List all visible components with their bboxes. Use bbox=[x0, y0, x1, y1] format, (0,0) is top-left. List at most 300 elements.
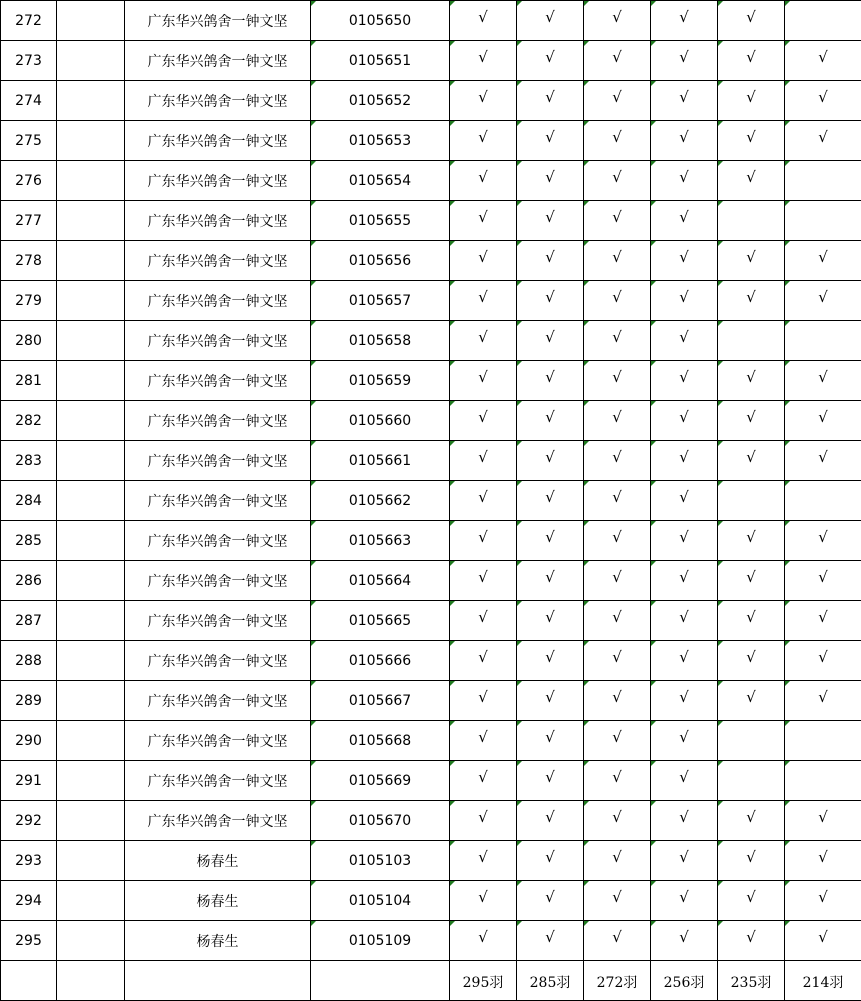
table-row bbox=[1, 601, 861, 641]
blank-cell bbox=[57, 241, 125, 281]
check-mark: √ bbox=[545, 207, 555, 226]
check-cell bbox=[450, 81, 517, 121]
table-row bbox=[1, 121, 861, 161]
check-mark: √ bbox=[612, 927, 622, 946]
check-cell bbox=[517, 161, 584, 201]
blank-cell bbox=[57, 881, 125, 921]
check-mark: √ bbox=[746, 887, 756, 906]
check-mark: √ bbox=[746, 127, 756, 146]
check-cell bbox=[517, 321, 584, 361]
check-mark: √ bbox=[478, 447, 488, 466]
table-row bbox=[1, 881, 861, 921]
owner-cell: 广东华兴鸽舍一钟文坚 bbox=[125, 521, 311, 561]
check-cell bbox=[785, 401, 861, 441]
check-mark: √ bbox=[746, 367, 756, 386]
check-mark: √ bbox=[746, 687, 756, 706]
check-cell bbox=[517, 241, 584, 281]
blank-cell bbox=[57, 121, 125, 161]
check-cell bbox=[785, 361, 861, 401]
check-cell bbox=[785, 921, 861, 961]
check-mark: √ bbox=[679, 407, 689, 426]
blank-cell bbox=[57, 601, 125, 641]
owner-cell: 广东华兴鸽舍一钟文坚 bbox=[125, 481, 311, 521]
check-cell bbox=[785, 121, 861, 161]
check-cell bbox=[517, 361, 584, 401]
check-cell bbox=[785, 281, 861, 321]
check-cell bbox=[718, 641, 785, 681]
row-number-cell: 290 bbox=[1, 721, 57, 761]
check-cell bbox=[584, 161, 651, 201]
check-cell bbox=[718, 881, 785, 921]
check-mark: √ bbox=[478, 927, 488, 946]
blank-cell bbox=[57, 521, 125, 561]
check-mark: √ bbox=[612, 767, 622, 786]
owner-cell: 广东华兴鸽舍一钟文坚 bbox=[125, 121, 311, 161]
check-mark: √ bbox=[612, 487, 622, 506]
blank-cell bbox=[57, 1, 125, 41]
check-cell bbox=[651, 241, 718, 281]
check-mark: √ bbox=[478, 767, 488, 786]
check-cell bbox=[584, 561, 651, 601]
owner-cell: 广东华兴鸽舍一钟文坚 bbox=[125, 201, 311, 241]
check-mark: √ bbox=[545, 887, 555, 906]
check-mark: √ bbox=[679, 567, 689, 586]
blank-cell bbox=[57, 201, 125, 241]
check-cell bbox=[450, 241, 517, 281]
check-mark: √ bbox=[612, 447, 622, 466]
check-cell bbox=[584, 801, 651, 841]
check-cell bbox=[785, 721, 861, 761]
check-cell bbox=[584, 521, 651, 561]
check-cell bbox=[651, 401, 718, 441]
blank-cell bbox=[57, 41, 125, 81]
check-mark: √ bbox=[545, 767, 555, 786]
check-cell bbox=[785, 1, 861, 41]
check-mark: √ bbox=[818, 927, 828, 946]
check-cell bbox=[785, 641, 861, 681]
check-cell bbox=[584, 1, 651, 41]
check-mark: √ bbox=[478, 527, 488, 546]
blank-cell bbox=[57, 841, 125, 881]
check-cell bbox=[785, 561, 861, 601]
check-mark: √ bbox=[679, 207, 689, 226]
check-cell bbox=[584, 121, 651, 161]
blank-cell bbox=[57, 401, 125, 441]
owner-cell: 广东华兴鸽舍一钟文坚 bbox=[125, 161, 311, 201]
check-cell bbox=[785, 521, 861, 561]
check-mark: √ bbox=[746, 87, 756, 106]
check-cell bbox=[517, 561, 584, 601]
check-cell bbox=[718, 1, 785, 41]
check-cell bbox=[584, 281, 651, 321]
check-mark: √ bbox=[679, 647, 689, 666]
check-cell bbox=[450, 1, 517, 41]
row-number-cell: 295 bbox=[1, 921, 57, 961]
check-cell bbox=[450, 121, 517, 161]
check-cell bbox=[517, 441, 584, 481]
check-cell bbox=[584, 361, 651, 401]
check-mark: √ bbox=[612, 87, 622, 106]
owner-cell: 广东华兴鸽舍一钟文坚 bbox=[125, 81, 311, 121]
row-number-cell: 292 bbox=[1, 801, 57, 841]
table-row bbox=[1, 281, 861, 321]
check-mark: √ bbox=[679, 7, 689, 26]
total-value: 256羽 bbox=[663, 974, 705, 991]
check-mark: √ bbox=[679, 527, 689, 546]
check-cell bbox=[718, 721, 785, 761]
check-cell bbox=[651, 41, 718, 81]
owner-cell: 广东华兴鸽舍一钟文坚 bbox=[125, 801, 311, 841]
check-cell bbox=[785, 761, 861, 801]
check-cell bbox=[718, 841, 785, 881]
check-cell bbox=[517, 41, 584, 81]
ring-number-cell: 0105667 bbox=[311, 681, 450, 721]
check-mark: √ bbox=[545, 847, 555, 866]
table-row bbox=[1, 481, 861, 521]
owner-cell: 广东华兴鸽舍一钟文坚 bbox=[125, 321, 311, 361]
check-cell bbox=[450, 201, 517, 241]
ring-number-cell: 0105662 bbox=[311, 481, 450, 521]
check-cell bbox=[517, 721, 584, 761]
totals-blank-cell bbox=[125, 961, 311, 1001]
total-value: 295羽 bbox=[462, 974, 504, 991]
check-cell bbox=[584, 641, 651, 681]
check-mark: √ bbox=[545, 527, 555, 546]
blank-cell bbox=[57, 721, 125, 761]
check-cell bbox=[651, 1, 718, 41]
check-mark: √ bbox=[746, 7, 756, 26]
check-cell bbox=[517, 481, 584, 521]
table-row bbox=[1, 521, 861, 561]
table-row bbox=[1, 161, 861, 201]
check-cell bbox=[584, 81, 651, 121]
check-mark: √ bbox=[545, 807, 555, 826]
table-row bbox=[1, 561, 861, 601]
table-row bbox=[1, 801, 861, 841]
check-cell bbox=[651, 441, 718, 481]
total-cell bbox=[584, 961, 651, 1001]
table-row bbox=[1, 241, 861, 281]
check-cell bbox=[584, 441, 651, 481]
table-row bbox=[1, 721, 861, 761]
check-mark: √ bbox=[545, 607, 555, 626]
check-mark: √ bbox=[818, 887, 828, 906]
check-mark: √ bbox=[679, 487, 689, 506]
check-cell bbox=[450, 801, 517, 841]
check-cell bbox=[651, 681, 718, 721]
check-mark: √ bbox=[612, 527, 622, 546]
check-mark: √ bbox=[679, 247, 689, 266]
check-mark: √ bbox=[612, 287, 622, 306]
check-cell bbox=[450, 601, 517, 641]
check-cell bbox=[785, 41, 861, 81]
check-mark: √ bbox=[746, 607, 756, 626]
ring-number-cell: 0105103 bbox=[311, 841, 450, 881]
check-cell bbox=[651, 921, 718, 961]
check-cell bbox=[718, 401, 785, 441]
owner-cell: 广东华兴鸽舍一钟文坚 bbox=[125, 641, 311, 681]
owner-cell: 广东华兴鸽舍一钟文坚 bbox=[125, 1, 311, 41]
check-cell bbox=[718, 121, 785, 161]
row-number-cell: 275 bbox=[1, 121, 57, 161]
owner-cell: 广东华兴鸽舍一钟文坚 bbox=[125, 721, 311, 761]
blank-cell bbox=[57, 561, 125, 601]
check-cell bbox=[718, 681, 785, 721]
check-cell bbox=[651, 641, 718, 681]
check-mark: √ bbox=[818, 647, 828, 666]
total-cell bbox=[785, 961, 861, 1001]
row-number-cell: 286 bbox=[1, 561, 57, 601]
check-cell bbox=[450, 361, 517, 401]
check-mark: √ bbox=[612, 167, 622, 186]
blank-cell bbox=[57, 321, 125, 361]
check-cell bbox=[718, 481, 785, 521]
check-cell bbox=[517, 201, 584, 241]
check-cell bbox=[584, 921, 651, 961]
ring-number-cell: 0105658 bbox=[311, 321, 450, 361]
blank-cell bbox=[57, 441, 125, 481]
check-mark: √ bbox=[545, 567, 555, 586]
check-mark: √ bbox=[478, 127, 488, 146]
check-mark: √ bbox=[478, 407, 488, 426]
check-mark: √ bbox=[612, 207, 622, 226]
check-mark: √ bbox=[746, 447, 756, 466]
check-cell bbox=[584, 721, 651, 761]
check-mark: √ bbox=[679, 87, 689, 106]
check-mark: √ bbox=[679, 167, 689, 186]
check-mark: √ bbox=[478, 567, 488, 586]
check-cell bbox=[517, 521, 584, 561]
check-mark: √ bbox=[818, 367, 828, 386]
row-number-cell: 294 bbox=[1, 881, 57, 921]
check-cell bbox=[450, 721, 517, 761]
check-mark: √ bbox=[478, 847, 488, 866]
check-cell bbox=[718, 561, 785, 601]
check-cell bbox=[517, 761, 584, 801]
check-cell bbox=[651, 841, 718, 881]
check-mark: √ bbox=[478, 7, 488, 26]
check-mark: √ bbox=[818, 447, 828, 466]
check-mark: √ bbox=[478, 727, 488, 746]
check-cell bbox=[517, 801, 584, 841]
check-mark: √ bbox=[478, 807, 488, 826]
check-mark: √ bbox=[478, 607, 488, 626]
ring-number-cell: 0105651 bbox=[311, 41, 450, 81]
check-cell bbox=[651, 121, 718, 161]
table-body bbox=[1, 1, 861, 961]
total-value: 235羽 bbox=[730, 974, 772, 991]
check-cell bbox=[584, 481, 651, 521]
ring-number-cell: 0105650 bbox=[311, 1, 450, 41]
check-mark: √ bbox=[612, 567, 622, 586]
row-number-cell: 293 bbox=[1, 841, 57, 881]
check-mark: √ bbox=[545, 687, 555, 706]
ring-number-cell: 0105669 bbox=[311, 761, 450, 801]
check-mark: √ bbox=[612, 887, 622, 906]
blank-cell bbox=[57, 361, 125, 401]
check-mark: √ bbox=[478, 287, 488, 306]
check-mark: √ bbox=[612, 407, 622, 426]
check-cell bbox=[584, 41, 651, 81]
total-cell bbox=[651, 961, 718, 1001]
check-mark: √ bbox=[679, 847, 689, 866]
check-mark: √ bbox=[545, 287, 555, 306]
check-cell bbox=[651, 201, 718, 241]
table-row bbox=[1, 841, 861, 881]
check-mark: √ bbox=[612, 687, 622, 706]
check-mark: √ bbox=[545, 487, 555, 506]
ring-number-cell: 0105104 bbox=[311, 881, 450, 921]
blank-cell bbox=[57, 681, 125, 721]
check-mark: √ bbox=[478, 87, 488, 106]
check-mark: √ bbox=[746, 527, 756, 546]
blank-cell bbox=[57, 921, 125, 961]
check-cell bbox=[584, 241, 651, 281]
check-mark: √ bbox=[818, 687, 828, 706]
check-mark: √ bbox=[545, 927, 555, 946]
check-mark: √ bbox=[746, 247, 756, 266]
check-mark: √ bbox=[612, 127, 622, 146]
check-mark: √ bbox=[612, 327, 622, 346]
row-number-cell: 291 bbox=[1, 761, 57, 801]
check-mark: √ bbox=[679, 607, 689, 626]
check-cell bbox=[718, 361, 785, 401]
check-mark: √ bbox=[478, 247, 488, 266]
check-mark: √ bbox=[612, 247, 622, 266]
check-cell bbox=[517, 921, 584, 961]
check-cell bbox=[517, 881, 584, 921]
check-mark: √ bbox=[679, 887, 689, 906]
total-cell bbox=[450, 961, 517, 1001]
ring-number-cell: 0105670 bbox=[311, 801, 450, 841]
check-cell bbox=[450, 921, 517, 961]
check-mark: √ bbox=[818, 47, 828, 66]
check-cell bbox=[718, 441, 785, 481]
check-cell bbox=[450, 161, 517, 201]
check-cell bbox=[718, 81, 785, 121]
check-cell bbox=[584, 321, 651, 361]
table-row bbox=[1, 201, 861, 241]
check-cell bbox=[718, 281, 785, 321]
check-mark: √ bbox=[746, 567, 756, 586]
check-mark: √ bbox=[612, 847, 622, 866]
check-cell bbox=[450, 761, 517, 801]
blank-cell bbox=[57, 281, 125, 321]
check-cell bbox=[517, 1, 584, 41]
check-mark: √ bbox=[545, 367, 555, 386]
table-row bbox=[1, 441, 861, 481]
check-mark: √ bbox=[612, 727, 622, 746]
check-mark: √ bbox=[612, 647, 622, 666]
table-row bbox=[1, 81, 861, 121]
check-cell bbox=[450, 41, 517, 81]
check-cell bbox=[785, 441, 861, 481]
check-cell bbox=[651, 721, 718, 761]
check-cell bbox=[651, 161, 718, 201]
check-mark: √ bbox=[818, 407, 828, 426]
check-mark: √ bbox=[818, 807, 828, 826]
check-cell bbox=[517, 121, 584, 161]
check-cell bbox=[785, 241, 861, 281]
check-mark: √ bbox=[612, 807, 622, 826]
totals-blank-cell bbox=[57, 961, 125, 1001]
blank-cell bbox=[57, 81, 125, 121]
check-mark: √ bbox=[679, 367, 689, 386]
check-cell bbox=[584, 761, 651, 801]
ring-number-cell: 0105653 bbox=[311, 121, 450, 161]
ring-number-cell: 0105664 bbox=[311, 561, 450, 601]
ring-number-cell: 0105665 bbox=[311, 601, 450, 641]
table-row bbox=[1, 681, 861, 721]
row-number-cell: 274 bbox=[1, 81, 57, 121]
check-mark: √ bbox=[746, 167, 756, 186]
check-mark: √ bbox=[746, 807, 756, 826]
row-number-cell: 288 bbox=[1, 641, 57, 681]
check-cell bbox=[718, 201, 785, 241]
table-row bbox=[1, 641, 861, 681]
check-mark: √ bbox=[478, 887, 488, 906]
check-mark: √ bbox=[679, 287, 689, 306]
check-cell bbox=[517, 681, 584, 721]
ring-number-cell: 0105109 bbox=[311, 921, 450, 961]
check-cell bbox=[450, 441, 517, 481]
owner-cell: 广东华兴鸽舍一钟文坚 bbox=[125, 401, 311, 441]
check-cell bbox=[450, 641, 517, 681]
blank-cell bbox=[57, 481, 125, 521]
check-mark: √ bbox=[545, 647, 555, 666]
check-mark: √ bbox=[545, 167, 555, 186]
check-cell bbox=[517, 601, 584, 641]
table-row bbox=[1, 401, 861, 441]
check-mark: √ bbox=[746, 287, 756, 306]
blank-cell bbox=[57, 761, 125, 801]
owner-cell: 广东华兴鸽舍一钟文坚 bbox=[125, 361, 311, 401]
check-cell bbox=[651, 481, 718, 521]
check-mark: √ bbox=[818, 847, 828, 866]
check-mark: √ bbox=[545, 407, 555, 426]
row-number-cell: 282 bbox=[1, 401, 57, 441]
check-cell bbox=[785, 201, 861, 241]
check-cell bbox=[450, 841, 517, 881]
check-cell bbox=[718, 241, 785, 281]
check-mark: √ bbox=[478, 47, 488, 66]
check-cell bbox=[651, 881, 718, 921]
row-number-cell: 279 bbox=[1, 281, 57, 321]
totals-row bbox=[1, 961, 861, 1001]
row-number-cell: 281 bbox=[1, 361, 57, 401]
check-mark: √ bbox=[679, 447, 689, 466]
row-number-cell: 284 bbox=[1, 481, 57, 521]
owner-cell: 广东华兴鸽舍一钟文坚 bbox=[125, 241, 311, 281]
owner-cell: 广东华兴鸽舍一钟文坚 bbox=[125, 561, 311, 601]
check-cell bbox=[718, 921, 785, 961]
check-cell bbox=[651, 801, 718, 841]
check-mark: √ bbox=[545, 327, 555, 346]
check-mark: √ bbox=[545, 247, 555, 266]
ring-number-cell: 0105657 bbox=[311, 281, 450, 321]
total-value: 214羽 bbox=[802, 974, 844, 991]
blank-cell bbox=[57, 801, 125, 841]
ring-number-cell: 0105666 bbox=[311, 641, 450, 681]
check-cell bbox=[450, 681, 517, 721]
check-mark: √ bbox=[818, 607, 828, 626]
check-cell bbox=[651, 321, 718, 361]
check-cell bbox=[718, 601, 785, 641]
owner-cell: 广东华兴鸽舍一钟文坚 bbox=[125, 441, 311, 481]
row-number-cell: 272 bbox=[1, 1, 57, 41]
ring-number-cell: 0105659 bbox=[311, 361, 450, 401]
check-mark: √ bbox=[746, 407, 756, 426]
